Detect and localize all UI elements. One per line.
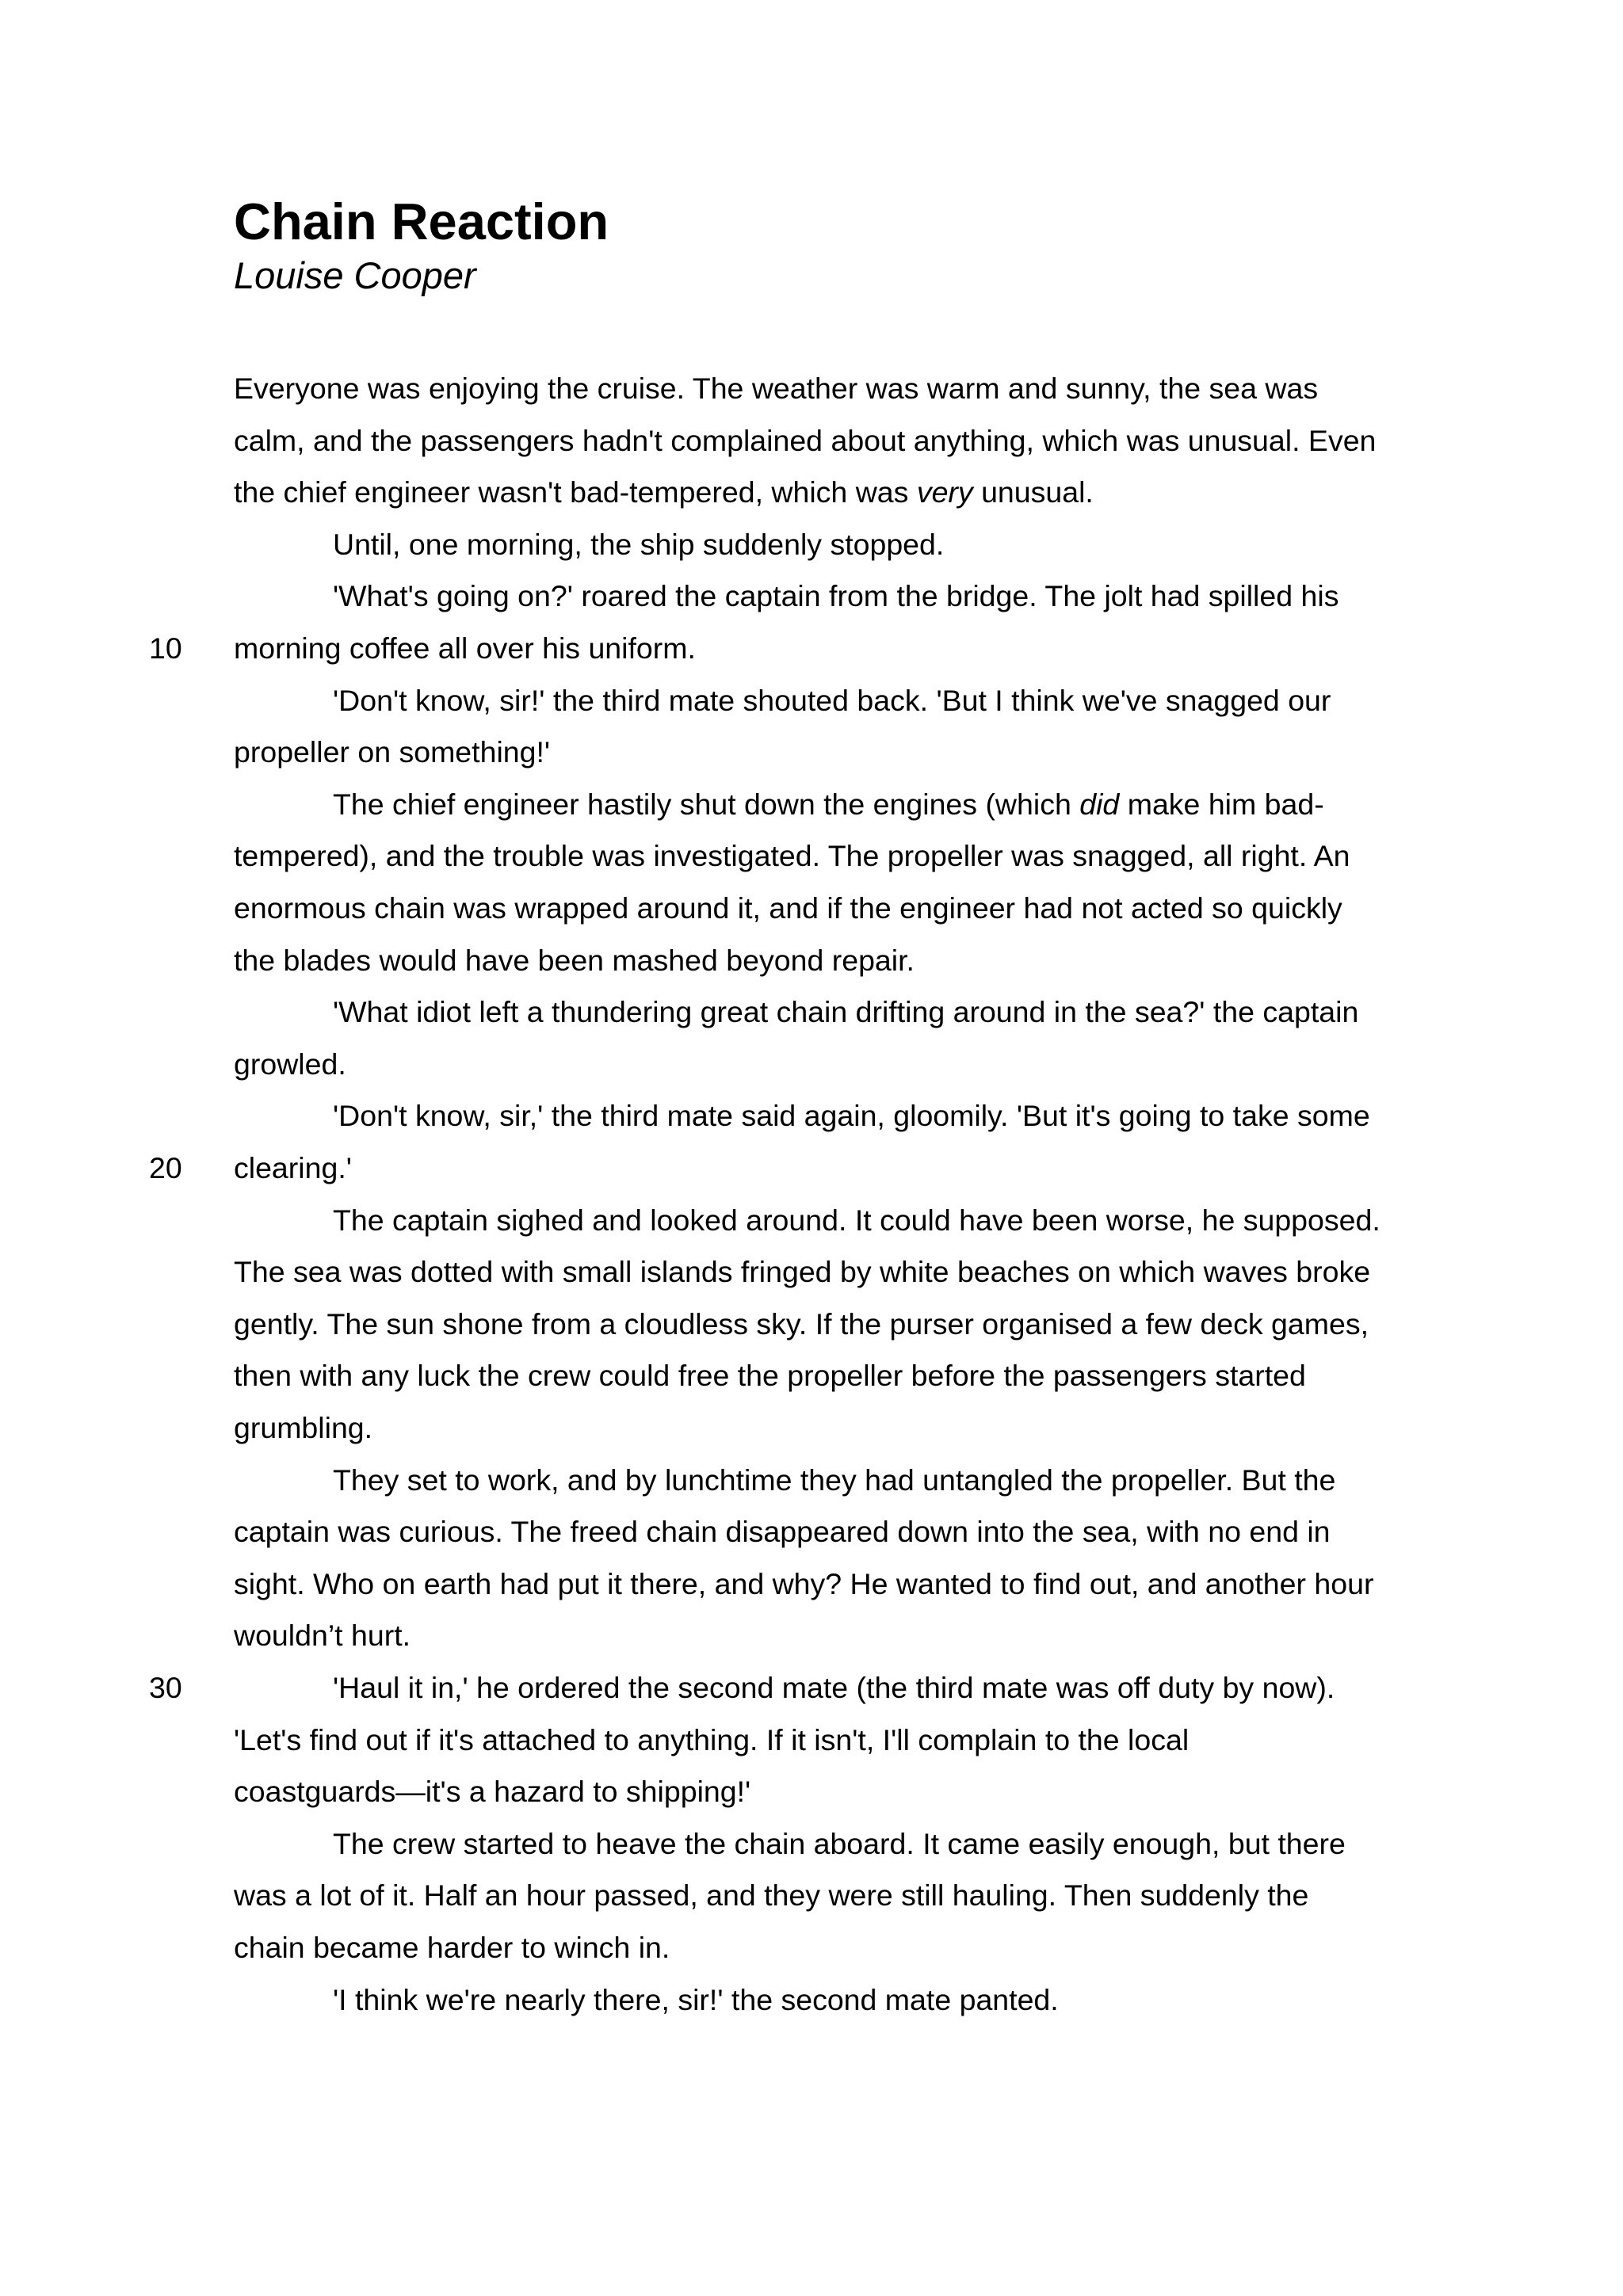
text-line: sight. Who on earth had put it there, and why? He wanted to find out, and another hour — [234, 1567, 1374, 1600]
text-line — [234, 466, 1407, 518]
text-line: 'Don't know, sir,' the third mate said again, gloomily. 'But it's going to take some — [333, 1099, 1370, 1132]
story-title: Chain Reaction — [234, 193, 609, 250]
text-line: 'What idiot left a thundering great chain drifting around in the sea?' the captain — [333, 995, 1359, 1028]
line-text: the chief engineer wasn't bad-tempered, which was — [234, 475, 917, 509]
text-line: grumbling. — [234, 1411, 373, 1444]
text-line: clearing.' — [234, 1151, 352, 1184]
story-author: Louise Cooper — [234, 254, 476, 296]
text-line: Until, one morning, the ship suddenly stopped. — [333, 528, 945, 561]
text-line: captain was curious. The freed chain disappeared down into the sea, with no end in — [234, 1515, 1331, 1548]
text-line: then with any luck the crew could free the propeller before the passengers started — [234, 1359, 1306, 1392]
emphasis-text: did — [1079, 788, 1120, 821]
text-line: was a lot of it. Half an hour passed, and they were still hauling. Then suddenly the — [234, 1878, 1309, 1912]
text-line: growled. — [234, 1047, 346, 1081]
line-number: 20 — [149, 1151, 182, 1184]
text-line: morning coffee all over his uniform. — [234, 631, 696, 665]
text-line: 'I think we're nearly there, sir!' the second mate panted. — [333, 1983, 1059, 2016]
text-line: calm, and the passengers hadn't complained about anything, which was unusual. Even — [234, 424, 1377, 457]
text-line: 'What's going on?' roared the captain from the bridge. The jolt had spilled his — [333, 579, 1339, 612]
text-line: 'Don't know, sir!' the third mate shouted back. 'But I think we've snagged our — [333, 684, 1331, 717]
text-line: the blades would have been mashed beyond repair. — [234, 944, 915, 977]
text-line: chain became harder to winch in. — [234, 1931, 670, 1964]
text-line: Everyone was enjoying the cruise. The weather was warm and sunny, the sea was — [234, 372, 1319, 405]
line-text: make him bad- — [1119, 788, 1324, 821]
text-line: 'Haul it in,' he ordered the second mate (the third mate was off duty by now). — [333, 1671, 1335, 1704]
text-line: propeller on something!' — [234, 735, 551, 769]
text-line: 'Let's find out if it's attached to anything. If it isn't, I'll complain to the local — [234, 1723, 1190, 1756]
text-line: tempered), and the trouble was investigated. The propeller was snagged, all right. An — [234, 839, 1350, 872]
text-line: coastguards—it's a hazard to shipping!' — [234, 1775, 751, 1808]
text-line: wouldn’t hurt. — [234, 1619, 411, 1652]
text-line: The sea was dotted with small islands fringed by white beaches on which waves broke — [234, 1255, 1371, 1288]
text-line — [333, 778, 1407, 830]
line-text: The chief engineer hastily shut down the engines (which — [333, 788, 1080, 821]
emphasis-text: very — [916, 475, 973, 509]
text-line: gently. The sun shone from a cloudless sky. If the purser organised a few deck games, — [234, 1307, 1369, 1341]
text-line: They set to work, and by lunchtime they had untangled the propeller. But the — [333, 1463, 1336, 1497]
line-number: 10 — [149, 631, 182, 665]
line-text: unusual. — [972, 475, 1094, 509]
text-line: enormous chain was wrapped around it, and if the engineer had not acted so quickly — [234, 891, 1342, 925]
line-number: 30 — [149, 1671, 182, 1704]
text-line: The crew started to heave the chain aboard. It came easily enough, but there — [333, 1827, 1346, 1860]
text-line: The captain sighed and looked around. It could have been worse, he supposed. — [333, 1203, 1381, 1237]
